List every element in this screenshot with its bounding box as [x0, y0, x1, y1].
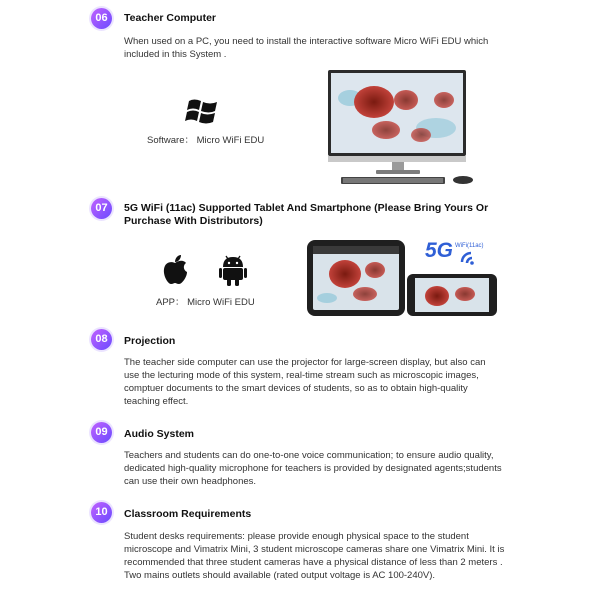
- software-caption: Software： Micro WiFi EDU: [147, 135, 265, 146]
- section-body: Teachers and students can do one-to-one voice communication; to ensure audio quality, dedicated high-quality microphone for teachers is provided by designated agents;students can use their own headphones.: [124, 450, 502, 487]
- section-body: Student desks requirements: please provide enough physical space to the student microscope and Vimatrix Mini, 3 student microscope cameras share one Vimatrix Mini. It is recommended that three student cameras have a physical distance of less than 2 meters . Two mains outlets should available (rated output voltage is AC 100-240V).: [124, 531, 505, 581]
- section-body: The teacher side computer can use the projector for large-screen display, but also can use the lecturing mode of this system, real-time stream such as microscopic images, comptuer documents to the smart devices of students, so as to obtain high-quality teaching effect.: [124, 357, 486, 407]
- section-title: Audio System: [124, 428, 195, 440]
- section-title: Projection: [124, 335, 176, 347]
- android-logo-icon: [219, 254, 247, 286]
- section-number-badge: 06: [91, 8, 112, 29]
- section-number-badge: 08: [91, 329, 112, 350]
- section-number-badge: 10: [91, 502, 112, 523]
- section-number-badge: 09: [91, 422, 112, 443]
- section-number-badge: 07: [91, 198, 112, 219]
- app-caption: APP： Micro WiFi EDU: [156, 297, 255, 308]
- wifi-11ac-label: WiFi(11ac): [455, 243, 484, 249]
- wifi-5g-label: 5G: [425, 239, 454, 262]
- section-title: Classroom Requirements: [124, 508, 252, 520]
- section-title: 5G WiFi (11ac) Supported Tablet And Smartphone (Please Bring Yours Or Purchase With Distributors): [124, 202, 489, 227]
- section-title: Teacher Computer: [124, 12, 216, 24]
- section-body: When used on a PC, you need to install the interactive software Micro WiFi EDU which included in this System .: [124, 36, 489, 60]
- windows-logo-icon: [185, 96, 221, 126]
- desktop-monitor-image: [326, 70, 476, 188]
- apple-logo-icon: [162, 254, 188, 286]
